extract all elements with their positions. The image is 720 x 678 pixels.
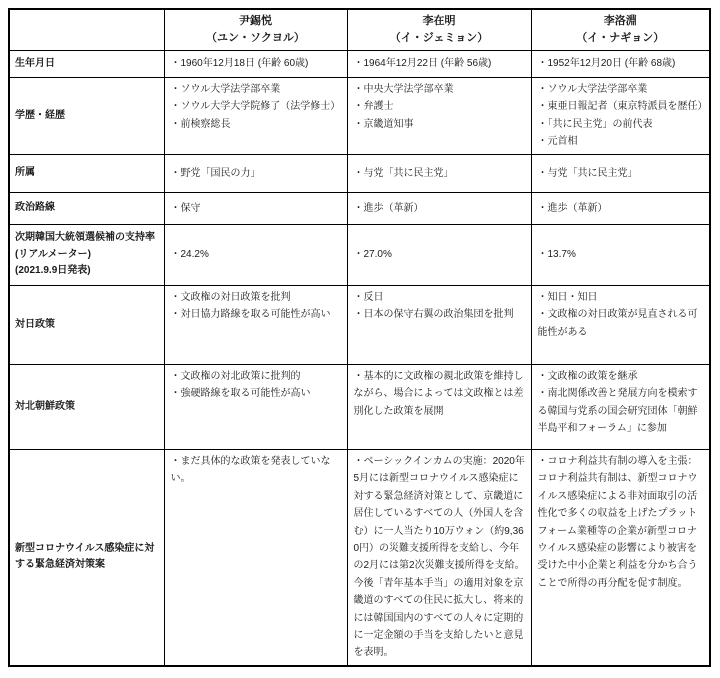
table-row [9, 51, 710, 78]
candidate-header [164, 9, 347, 51]
table-cell [347, 286, 531, 365]
row-label-line: 生年月日 [15, 57, 55, 69]
cell-item: ・進歩（革新） [537, 202, 608, 214]
candidate-name: 李洛淵 [603, 15, 637, 27]
table-cell [347, 193, 531, 225]
cell-item: ・「共に民主党」の前代表 [537, 118, 653, 130]
cell-item: ・24.2% [170, 249, 209, 261]
cell-item: ・1964年12月22日 (年齢 56歳) [353, 58, 492, 70]
row-label [9, 225, 164, 286]
header-row [9, 9, 710, 51]
cell-item: ・野党「国民の力」 [170, 167, 261, 179]
cell-item: ・1960年12月18日 (年齢 60歳) [170, 58, 309, 70]
cell-item: ・前検察総長 [170, 118, 231, 130]
table-cell [531, 450, 710, 666]
table-cell [531, 78, 710, 155]
cell-item: ・東亜日報記者（東京特派員を歴任） [537, 101, 708, 113]
cell-item: ・与党「共に民主党」 [537, 167, 638, 179]
cell-item: ・弁護士 [353, 101, 394, 113]
table-cell [347, 51, 531, 78]
table-cell [164, 155, 347, 193]
row-label [9, 286, 164, 365]
table-cell [164, 51, 347, 78]
cell-item: ・1952年12月20日 (年齢 68歳) [537, 58, 676, 70]
cell-item: ・保守 [170, 202, 201, 214]
row-label-line: 次期韓国大統領選候補の支持率 [15, 232, 155, 244]
table-row [9, 193, 710, 225]
cell-item: ・進歩（革新） [353, 202, 424, 214]
cell-item: ・反日 [353, 292, 384, 303]
cell-item: ・13.7% [537, 249, 576, 261]
cell-item: ・ソウル大学法学部卒業 [537, 84, 648, 95]
cell-item: ・京畿道知事 [353, 118, 414, 130]
corner-cell [9, 9, 164, 51]
cell-item: ・文政権の対日政策を批判 [170, 292, 291, 303]
row-label-line: 新型コロナウイルス感染症に対する緊急経済対策案 [15, 542, 155, 571]
table-cell [164, 286, 347, 365]
cell-item: ・まだ具体的な政策を発表していない。 [170, 456, 331, 485]
cell-item: ・ベーシックインカムの実施：2020年5月には新型コロナウイルス感染症に対する緊急経済対策として、京畿道に居住しているすべての人（外国人を含む）に一人当たり10万ウォン（約9,360円）の災難支援所得を支給し、今年の2月には第2次災難支援所得を支給。今後「青年基本手当」の適用対象を京畿道のすべての住民に拡大し、将来的には韓国国内のすべての人々に定期的に一定金額の手当を支給したいと意見を表明。 [353, 456, 525, 659]
cell-item: ・元首相 [537, 136, 578, 148]
table-row [9, 365, 710, 450]
cell-item: ・与党「共に民主党」 [353, 167, 454, 179]
cell-item: ・基本的に文政権の親北政策を維持しながら、場合によっては文政権とは差別化した政策を展開 [353, 371, 524, 417]
cell-item: ・中央大学法学部卒業 [353, 84, 454, 95]
candidate-kana: （ユン・ソクヨル） [206, 32, 305, 44]
table-cell [531, 225, 710, 286]
cell-item: ・文政権の対北政策に批判的 [170, 371, 301, 382]
cell-item: ・対日協力路線を取る可能性が高い [170, 309, 331, 321]
cell-item: ・コロナ利益共有制の導入を主張：コロナ利益共有制は、新型コロナウイルス感染症による非対面取引の活性化で多くの収益を上げたプラットフォーム業種等の企業が新型コロナウイルス感染症の影響により被害を受けた中小企業と利益を分かち合うことで所得の再分配を促す制度。 [537, 456, 698, 589]
table-cell [347, 78, 531, 155]
table-cell [164, 225, 347, 286]
candidate-comparison-table [8, 8, 711, 667]
table-row [9, 450, 710, 666]
cell-item: ・ソウル大学大学院修了（法学修士） [170, 101, 341, 113]
row-label-line: 対北朝鮮政策 [15, 400, 75, 412]
row-label [9, 365, 164, 450]
table-row [9, 155, 710, 193]
row-label-line: 学歴・経歴 [15, 109, 65, 121]
table-cell [164, 450, 347, 666]
cell-item: ・27.0% [353, 249, 392, 261]
row-label-line: 対日政策 [15, 318, 55, 330]
table-cell [164, 193, 347, 225]
table-row [9, 225, 710, 286]
table-row [9, 78, 710, 155]
row-label-line: (2021.9.9日発表) [15, 265, 91, 277]
cell-item: ・ソウル大学法学部卒業 [170, 84, 281, 95]
row-label-line: 政治路線 [15, 202, 55, 214]
table-cell [347, 365, 531, 450]
row-label-line: (リアルメーター) [15, 248, 91, 260]
row-label [9, 193, 164, 225]
row-label [9, 155, 164, 193]
cell-item: ・知日・知日 [537, 292, 598, 303]
candidate-name: 李在明 [422, 15, 456, 27]
candidate-kana: （イ・ジェミョン） [389, 32, 489, 44]
table-cell [531, 286, 710, 365]
cell-item: ・文政権の対日政策が見直される可能性がある [537, 309, 698, 338]
table-cell [531, 51, 710, 78]
table-cell [347, 155, 531, 193]
table-cell [347, 225, 531, 286]
table-cell [347, 450, 531, 666]
table-cell [164, 365, 347, 450]
candidate-name: 尹錫悦 [239, 15, 272, 27]
candidate-header [347, 9, 531, 51]
cell-item: ・南北関係改善と発展方向を模索する韓国与党系の国会研究団体「朝鮮半島平和フォーラム」に参加 [537, 388, 698, 435]
candidate-header [531, 9, 710, 51]
row-label [9, 450, 164, 666]
row-label [9, 51, 164, 78]
row-label [9, 78, 164, 155]
table-cell [164, 78, 347, 155]
candidate-kana: （イ・ナギョン） [576, 32, 665, 44]
table-cell [531, 365, 710, 450]
table-row [9, 286, 710, 365]
table-cell [531, 193, 710, 225]
cell-item: ・文政権の政策を継承 [537, 371, 638, 382]
cell-item: ・日本の保守右翼の政治集団を批判 [353, 309, 514, 321]
table-body [9, 51, 710, 666]
table-cell [531, 155, 710, 193]
row-label-line: 所属 [15, 167, 35, 179]
cell-item: ・強硬路線を取る可能性が高い [170, 388, 311, 400]
table-header [9, 9, 710, 51]
